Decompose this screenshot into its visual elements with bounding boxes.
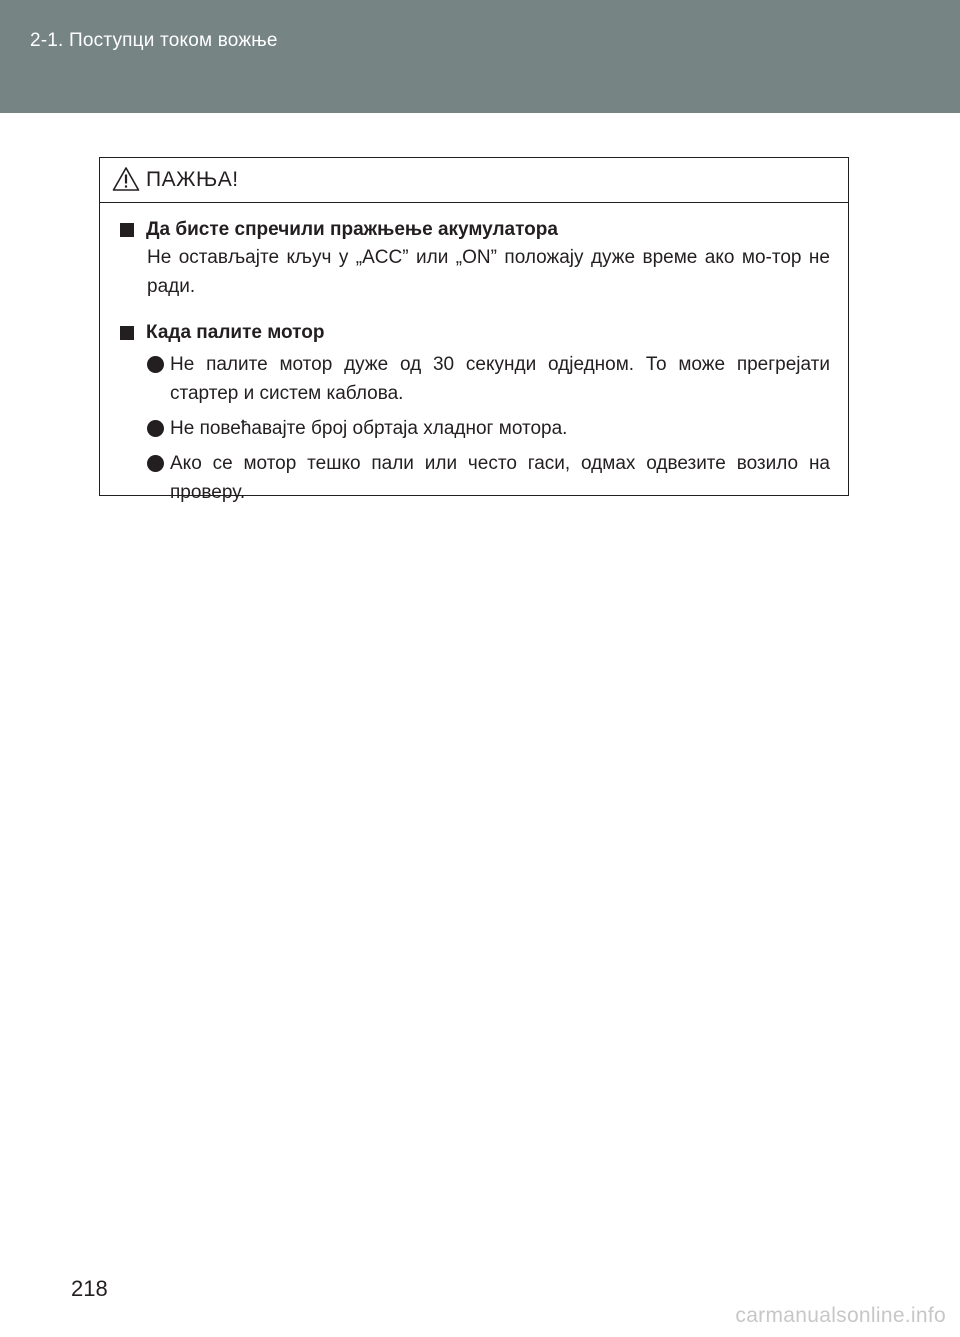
- page-number: 218: [71, 1276, 108, 1301]
- list-item: [147, 449, 830, 507]
- subsection-heading: [118, 320, 830, 346]
- subsection-battery: [118, 217, 830, 301]
- header-band: [0, 0, 960, 113]
- subsection-heading-text: Да бисте спречили пражњење акумулатора: [146, 219, 558, 240]
- dot-bullet-icon: [147, 356, 164, 373]
- list-item-text: Не повећавајте број обртаја хладног мотора.: [170, 418, 568, 439]
- section-title: 2-1. Поступци током вожње: [30, 30, 278, 51]
- caution-box: [99, 157, 849, 503]
- caution-header: [100, 158, 848, 203]
- warning-triangle-icon: [112, 166, 140, 192]
- list-item: [147, 350, 830, 408]
- subsection-text: Не остављајте кључ у „ACC” или „ON” положају дуже време ако мо-тор не ради.: [147, 247, 830, 297]
- list-item-text: Не палите мотор дуже од 30 секунди одједном. То може прегрејати стартер и систем каблова.: [170, 354, 830, 404]
- dot-bullet-icon: [147, 455, 164, 472]
- square-bullet-icon: [120, 326, 134, 340]
- watermark-text: carmanualsonline.info: [735, 1304, 946, 1327]
- subsection-heading-text: Када палите мотор: [146, 322, 325, 343]
- subsection-heading: [118, 217, 830, 243]
- dot-bullet-icon: [147, 420, 164, 437]
- caution-title: ПАЖЊА!: [146, 168, 239, 191]
- caution-body: [100, 203, 848, 507]
- list-item-text: Ако се мотор тешко пали или често гаси, одмах одвезите возило на проверу.: [170, 453, 830, 503]
- subsection-starting: [118, 320, 830, 507]
- list-item: [147, 414, 830, 443]
- square-bullet-icon: [120, 223, 134, 237]
